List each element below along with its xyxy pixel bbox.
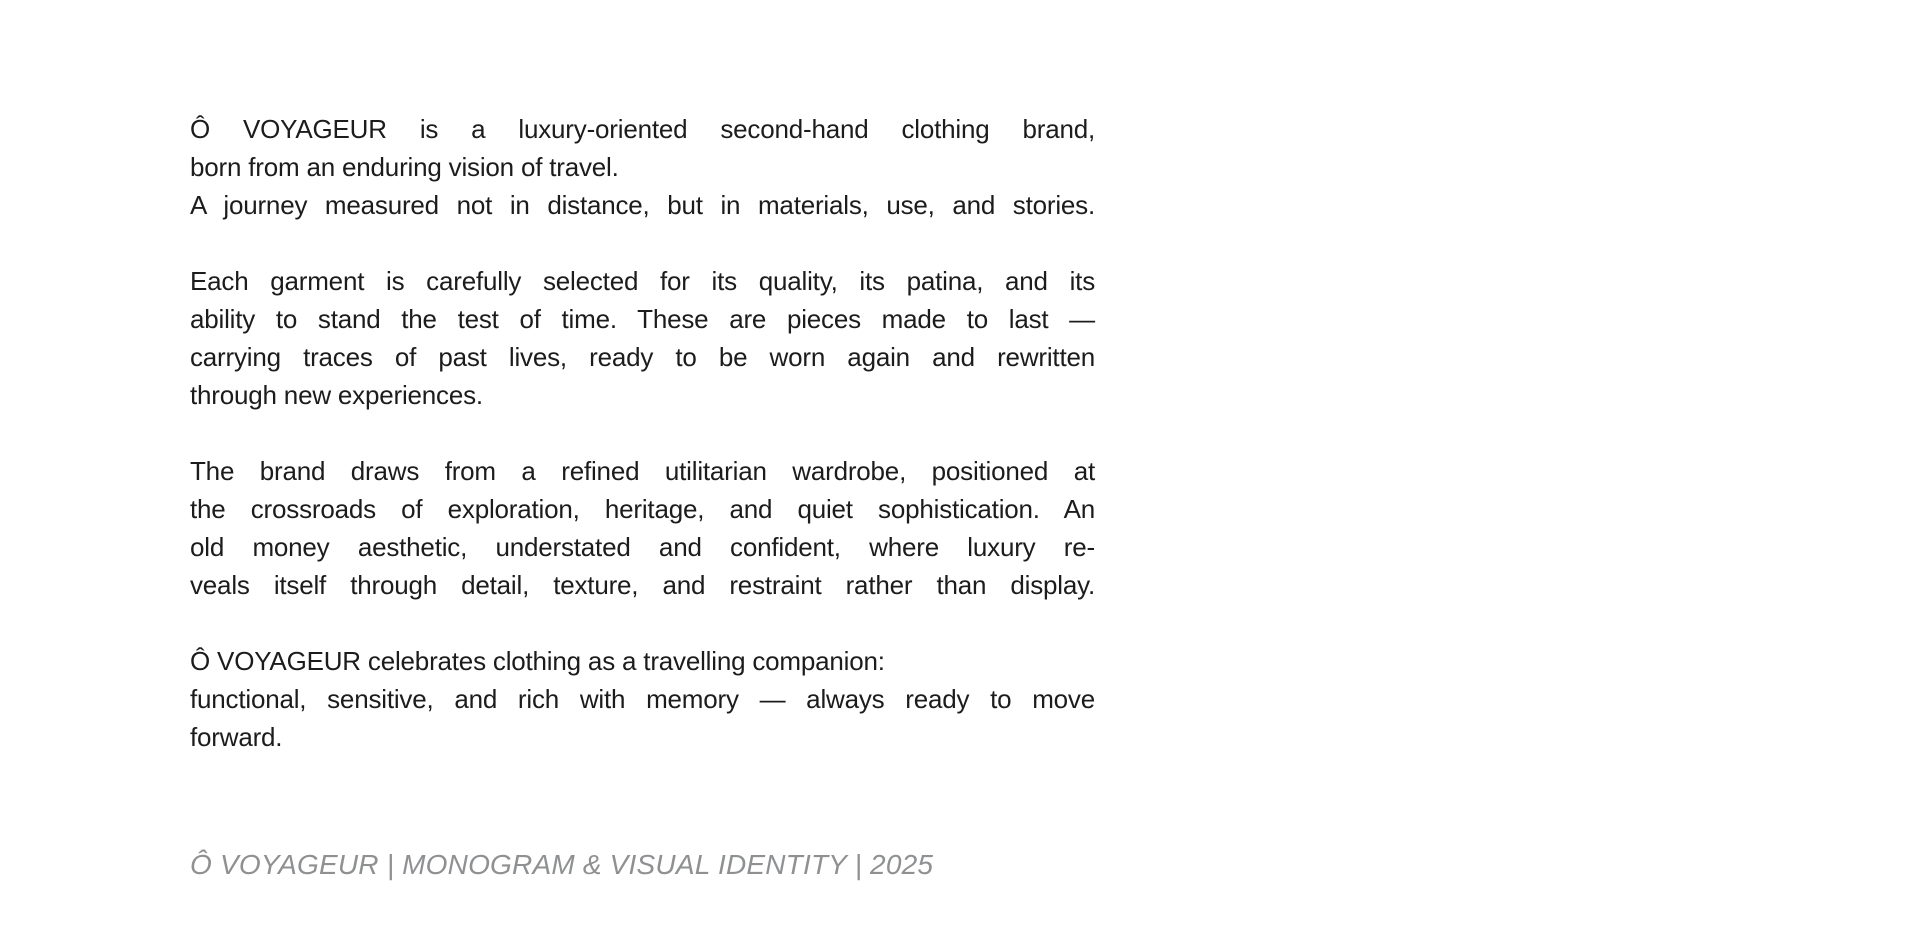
- statement-line: the crossroads of exploration, heritage, and quiet sophistication. An: [190, 494, 1095, 524]
- statement-paragraph: [190, 262, 1095, 414]
- statement-line: Ô VOYAGEUR celebrates clothing as a travelling companion:: [190, 646, 885, 676]
- statement-line: A journey measured not in distance, but in materials, use, and stories.: [190, 190, 1095, 220]
- caption-text: Ô VOYAGEUR | MONOGRAM & VISUAL IDENTITY | 2025: [190, 849, 934, 880]
- statement-paragraph: [190, 110, 1095, 224]
- statement-line: The brand draws from a refined utilitarian wardrobe, positioned at: [190, 456, 1095, 486]
- brand-statement: [190, 110, 1095, 922]
- statement-line: born from an enduring vision of travel.: [190, 152, 619, 182]
- statement-line: Ô VOYAGEUR is a luxury-oriented second-hand clothing brand,: [190, 114, 1095, 144]
- statement-paragraph: [190, 452, 1095, 604]
- statement-line: through new experiences.: [190, 380, 483, 410]
- statement-line: functional, sensitive, and rich with memory — always ready to move: [190, 684, 1095, 714]
- statement-line: forward.: [190, 722, 283, 752]
- statement-line: veals itself through detail, texture, and restraint rather than display.: [190, 570, 1095, 600]
- slide-caption: [190, 846, 1095, 884]
- statement-line: carrying traces of past lives, ready to be worn again and rewritten: [190, 342, 1095, 372]
- statement-paragraph: [190, 642, 1095, 756]
- statement-line: Each garment is carefully selected for its quality, its patina, and its: [190, 266, 1095, 296]
- statement-line: old money aesthetic, understated and confident, where luxury re-: [190, 532, 1095, 562]
- statement-line: ability to stand the test of time. These are pieces made to last —: [190, 304, 1095, 334]
